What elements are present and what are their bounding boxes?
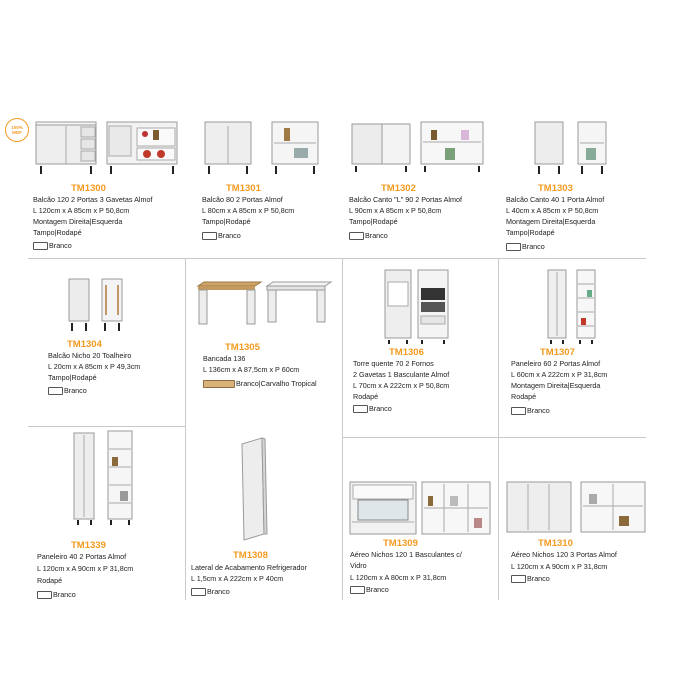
- product-image-tm1300: [33, 118, 183, 178]
- product-dimensions: L 90cm x A 85cm x P 50,8cm: [349, 206, 442, 215]
- product-dimensions: L 20cm x A 85cm x P 49,3cm: [48, 362, 141, 371]
- product-image-tm1307: [545, 266, 605, 346]
- finish-swatch-white: [202, 232, 217, 240]
- finish-label: Branco: [366, 585, 389, 594]
- product-image-tm1308: [238, 434, 278, 544]
- finish-label: Branco: [527, 406, 550, 415]
- product-dimensions: L 120cm x A 90cm x P 31,8cm: [37, 564, 134, 573]
- product-name: Lateral de Acabamento Refrigerador: [191, 563, 307, 572]
- product-dimensions: L 80cm x A 85cm x P 50,8cm: [202, 206, 295, 215]
- product-name: Balcão Canto 40 1 Porta Almof: [506, 195, 605, 204]
- product-name: Balcão 80 2 Portas Almof: [202, 195, 283, 204]
- product-code: TM1301: [226, 183, 261, 194]
- product-note: Montagem Direita|Esquerda: [33, 217, 123, 226]
- finish-swatch-white: [349, 232, 364, 240]
- product-note: Rodapé: [511, 392, 537, 401]
- product-note: Rodapé: [37, 576, 63, 585]
- product-code: TM1304: [67, 339, 102, 350]
- product-image-tm1310: [505, 478, 650, 540]
- product-name: Paneleiro 60 2 Portas Almof: [511, 359, 601, 368]
- column-divider: [342, 258, 343, 600]
- finish-label: Branco: [527, 574, 550, 583]
- product-note: Tampo|Rodapé: [33, 228, 82, 237]
- finish-label: Branco: [522, 242, 545, 251]
- product-name: Balcão Nicho 20 Toalheiro: [48, 351, 132, 360]
- product-dimensions: L 40cm x A 85cm x P 50,8cm: [506, 206, 599, 215]
- finish-label: Branco: [53, 590, 76, 599]
- product-image-tm1301: [202, 118, 322, 178]
- finish-label: Branco: [64, 386, 87, 395]
- product-dimensions: L 120cm x A 90cm x P 31,8cm: [511, 562, 608, 571]
- product-code: TM1303: [538, 183, 573, 194]
- product-dimensions: L 120cm x A 85cm x P 50,8cm: [33, 206, 130, 215]
- product-image-tm1304: [66, 275, 136, 335]
- finish-label: Branco: [49, 241, 72, 250]
- product-name: Balcão 120 2 Portas 3 Gavetas Almof: [33, 195, 153, 204]
- product-dimensions: L 70cm x A 222cm x P 50,8cm: [353, 381, 450, 390]
- product-code: TM1310: [538, 538, 573, 549]
- product-name: Paneleiro 40 2 Portas Almof: [37, 552, 127, 561]
- product-image-tm1309: [348, 478, 493, 540]
- product-dimensions: L 60cm x A 222cm x P 31,8cm: [511, 370, 608, 379]
- finish-swatch-white: [350, 586, 365, 594]
- product-note: Montagem Direita|Esquerda: [506, 217, 596, 226]
- product-code: TM1339: [71, 540, 106, 551]
- column-divider: [498, 258, 499, 600]
- finish-label: Branco: [365, 231, 388, 240]
- row-divider: [28, 258, 646, 259]
- product-note: Montagem Direita|Esquerda: [511, 381, 601, 390]
- product-dimensions: L 136cm x A 87,5cm x P 60cm: [203, 365, 300, 374]
- column-divider: [185, 258, 186, 600]
- product-code: TM1305: [225, 342, 260, 353]
- finish-swatch-white: [48, 387, 63, 395]
- product-name: Aéreo Nichos 120 3 Portas Almof: [511, 550, 617, 559]
- row-divider: [342, 437, 646, 438]
- product-name-line2: Vidro: [350, 561, 367, 570]
- finish-swatch-white: [33, 242, 48, 250]
- product-note: Tampo|Rodapé: [202, 217, 251, 226]
- finish-label: Branco: [218, 231, 241, 240]
- product-name: Aéreo Nichos 120 1 Basculantes c/: [350, 550, 462, 559]
- finish-swatch-white: [191, 588, 206, 596]
- product-dimensions: L 1,5cm x A 222cm x P 40cm: [191, 574, 284, 583]
- product-image-tm1339: [70, 427, 140, 527]
- finish-swatch-white: [353, 405, 368, 413]
- product-code: TM1306: [389, 347, 424, 358]
- product-name-line2: 2 Gavetas 1 Basculante Almof: [353, 370, 450, 379]
- product-note: Tampo|Rodapé: [349, 217, 398, 226]
- product-name: Torre quente 70 2 Fornos: [353, 359, 434, 368]
- product-code: TM1307: [540, 347, 575, 358]
- product-name: Bancada 136: [203, 354, 246, 363]
- product-image-tm1303: [532, 118, 612, 178]
- product-dimensions: L 120cm x A 80cm x P 31,8cm: [350, 573, 447, 582]
- finish-swatch-white: [511, 407, 526, 415]
- product-image-tm1305: [195, 276, 335, 336]
- product-note: Tampo|Rodapé: [506, 228, 555, 237]
- product-name: Balcão Canto "L" 90 2 Portas Almof: [349, 195, 462, 204]
- finish-swatch-white: [37, 591, 52, 599]
- finish-swatch-white: [506, 243, 521, 251]
- finish-label: Branco: [207, 587, 230, 596]
- finish-label: Branco: [369, 404, 392, 413]
- finish-swatch-wood: [203, 380, 235, 388]
- product-note: Rodapé: [353, 392, 379, 401]
- product-image-tm1306: [382, 266, 462, 346]
- product-image-tm1302: [349, 118, 489, 178]
- product-code: TM1309: [383, 538, 418, 549]
- finish-label: Branco|Carvalho Tropical: [236, 379, 317, 388]
- product-code: TM1300: [71, 183, 106, 194]
- product-note: Tampo|Rodapé: [48, 373, 97, 382]
- product-code: TM1308: [233, 550, 268, 561]
- mdf-badge: [5, 118, 29, 142]
- finish-swatch-white: [511, 575, 526, 583]
- badge-line1: 100%: [11, 125, 23, 130]
- badge-line2: MDF: [12, 130, 22, 135]
- product-code: TM1302: [381, 183, 416, 194]
